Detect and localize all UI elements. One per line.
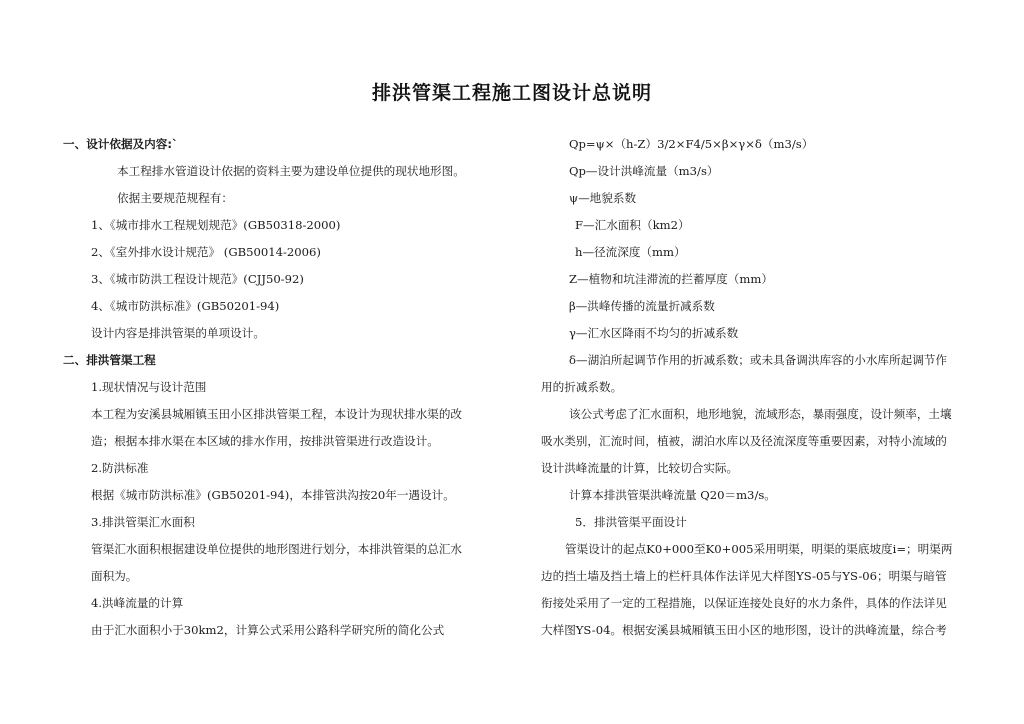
text-line: 3.排洪管渠汇水面积 (91, 515, 195, 529)
text-line: 衔接处采用了一定的工程措施，以保证连接处良好的水力条件，具体的作法详见 (541, 596, 947, 610)
text-line: 边的挡土墙及挡土墙上的栏杆具体作法详见大样图YS-05与YS-06；明渠与暗管 (541, 569, 947, 583)
text-line: δ—湖泊所起调节作用的折减系数；或未具备调洪库容的小水库所起调节作 (569, 353, 947, 367)
text-line: 该公式考虑了汇水面积，地形地貌，流域形态，暴雨强度，设计频率，土壤 (569, 407, 952, 421)
text-line: 2.防洪标准 (91, 461, 149, 475)
text-line: 依据主要规范规程有： (117, 191, 233, 205)
text-line: 1.现状情况与设计范围 (91, 380, 207, 394)
text-line: 5．排洪管渠平面设计 (575, 515, 687, 529)
text-line: 4、《城市防洪标准》(GB50201-94) (91, 299, 280, 313)
text-line: 由于汇水面积小于30km2，计算公式采用公路科学研究所的简化公式 (91, 623, 445, 637)
page-title: 排洪管渠工程施工图设计总说明 (371, 82, 652, 104)
section-heading: 一、设计依据及内容:` (63, 137, 178, 151)
text-line: Qp—设计洪峰流量（m3/s） (569, 164, 719, 178)
text-line: Z—植物和坑洼滞流的拦蓄厚度（mm） (569, 272, 773, 286)
text-line: 2、《室外排水设计规范》 (GB50014-2006) (91, 245, 321, 259)
text-line: 大样图YS-04。根据安溪县城厢镇玉田小区的地形图，设计的洪峰流量，综合考 (541, 623, 947, 637)
right-column (541, 131, 971, 644)
text-line: 设计内容是排洪管渠的单项设计。 (91, 326, 265, 340)
text-line: γ—汇水区降雨不均匀的折减系数 (569, 326, 739, 340)
text-line: h—径流深度（mm） (575, 245, 686, 259)
text-line: F—汇水面积（km2） (575, 218, 690, 232)
text-line: 面积为。 (91, 569, 138, 583)
text-line: 造；根据本排水渠在本区域的排水作用，按排洪管渠进行改造设计。 (91, 434, 439, 448)
text-line: β—洪峰传播的流量折减系数 (569, 299, 715, 313)
text-line: 1、《城市排水工程规划规范》(GB50318-2000) (91, 218, 341, 232)
text-line: 管渠设计的起点K0+000至K0+005采用明渠，明渠的渠底坡度i=；明渠两 (565, 542, 953, 556)
text-line: Qp=ψ×（h-Z）3/2×F4/5×β×γ×δ（m3/s） (569, 137, 814, 151)
text-line: 吸水类别，汇流时间，植被，湖泊水库以及径流深度等重要因素，对特小流域的 (541, 434, 947, 448)
text-line: 根据《城市防洪标准》(GB50201-94)，本排管洪沟按20年一遇设计。 (91, 488, 455, 502)
text-line: 本工程为安溪县城厢镇玉田小区排洪管渠工程，本设计为现状排水渠的改 (91, 407, 463, 421)
text-line: 用的折减系数。 (541, 380, 623, 394)
text-line: 3、《城市防洪工程设计规范》(CJJ50-92) (91, 272, 304, 286)
section-heading: 二、排洪管渠工程 (63, 353, 156, 367)
text-line: 4.洪峰流量的计算 (91, 596, 184, 610)
left-column (63, 131, 493, 644)
text-line: ψ—地貌系数 (569, 191, 637, 205)
text-line: 本工程排水管道设计依据的资料主要为建设单位提供的现状地形图。 (117, 164, 465, 178)
text-line: 设计洪峰流量的计算，比较切合实际。 (541, 461, 739, 475)
text-line: 计算本排洪管渠洪峰流量 Q20＝m3/s。 (569, 488, 776, 502)
text-line: 管渠汇水面积根据建设单位提供的地形图进行划分，本排洪管渠的总汇水 (91, 542, 463, 556)
